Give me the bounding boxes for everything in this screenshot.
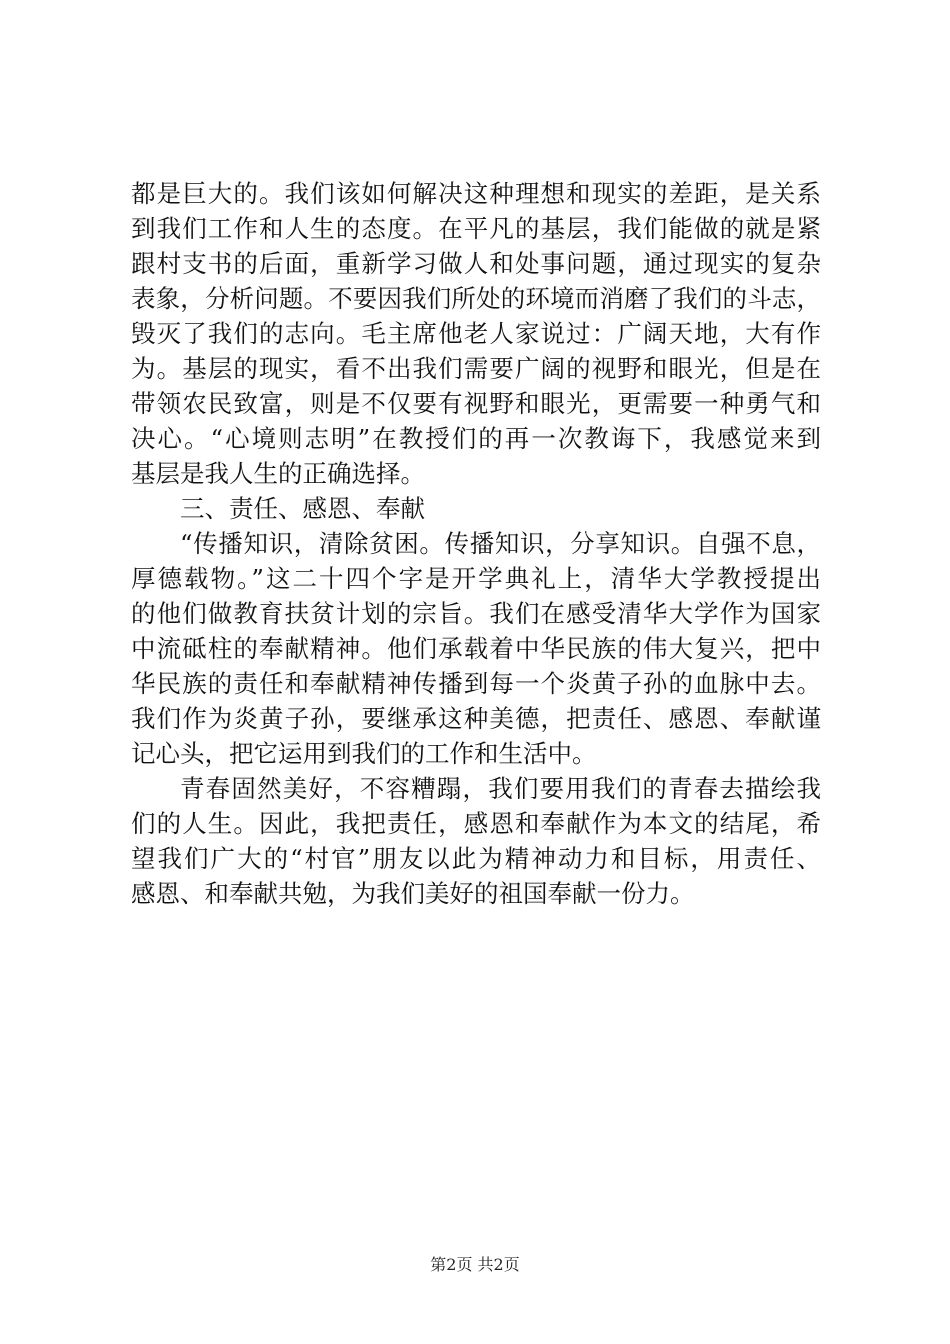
paragraph-line: 决心。“心境则志明”在教授们的再一次教诲下，我感觉来到 — [131, 424, 821, 453]
document-body — [131, 176, 821, 911]
paragraph-line: 为。基层的现实，看不出我们需要广阔的视野和眼光，但是在 — [131, 354, 821, 383]
paragraph-line: 我们作为炎黄子孙，要继承这种美德，把责任、感恩、奉献谨 — [131, 704, 821, 733]
paragraph-line: 都是巨大的。我们该如何解决这种理想和现实的差距，是关系 — [131, 179, 821, 208]
paragraph-line: 表象，分析问题。不要因我们所处的环境而消磨了我们的斗志， — [131, 284, 821, 313]
paragraph-line: “传播知识，清除贫困。传播知识，分享知识。自强不息， — [180, 529, 821, 558]
section-heading: 三、责任、感恩、奉献 — [180, 494, 425, 523]
paragraph-3 — [131, 771, 821, 911]
paragraph-line: 的他们做教育扶贫计划的宗旨。我们在感受清华大学作为国家 — [131, 599, 821, 628]
paragraph-line: 基层是我人生的正确选择。 — [131, 459, 425, 488]
paragraph-line: 毁灭了我们的志向。毛主席他老人家说过：广阔天地，大有作 — [131, 319, 821, 348]
paragraph-line: 带领农民致富，则是不仅要有视野和眼光，更需要一种勇气和 — [131, 389, 821, 418]
paragraph-line: 望我们广大的“村官”朋友以此为精神动力和目标，用责任、 — [131, 844, 821, 873]
paragraph-line: 们的人生。因此，我把责任，感恩和奉献作为本文的结尾，希 — [131, 809, 821, 838]
paragraph-line: 华民族的责任和奉献精神传播到每一个炎黄子孙的血脉中去。 — [131, 669, 821, 698]
page-footer: 第2页 共2页 — [430, 1255, 520, 1274]
paragraph-line: 记心头，把它运用到我们的工作和生活中。 — [131, 739, 597, 768]
paragraph-line: 中流砥柱的奉献精神。他们承载着中华民族的伟大复兴，把中 — [131, 634, 821, 663]
paragraph-line: 厚德载物。”这二十四个字是开学典礼上，清华大学教授提出 — [131, 564, 821, 593]
paragraph-line: 感恩、和奉献共勉，为我们美好的祖国奉献一份力。 — [131, 879, 695, 908]
paragraph-line: 青春固然美好，不容糟蹋，我们要用我们的青春去描绘我 — [180, 774, 821, 803]
paragraph-line: 跟村支书的后面，重新学习做人和处事问题，通过现实的复杂 — [131, 249, 821, 278]
paragraph-1 — [131, 176, 821, 491]
paragraph-2 — [131, 526, 821, 771]
paragraph-line: 到我们工作和人生的态度。在平凡的基层，我们能做的就是紧 — [131, 214, 821, 243]
